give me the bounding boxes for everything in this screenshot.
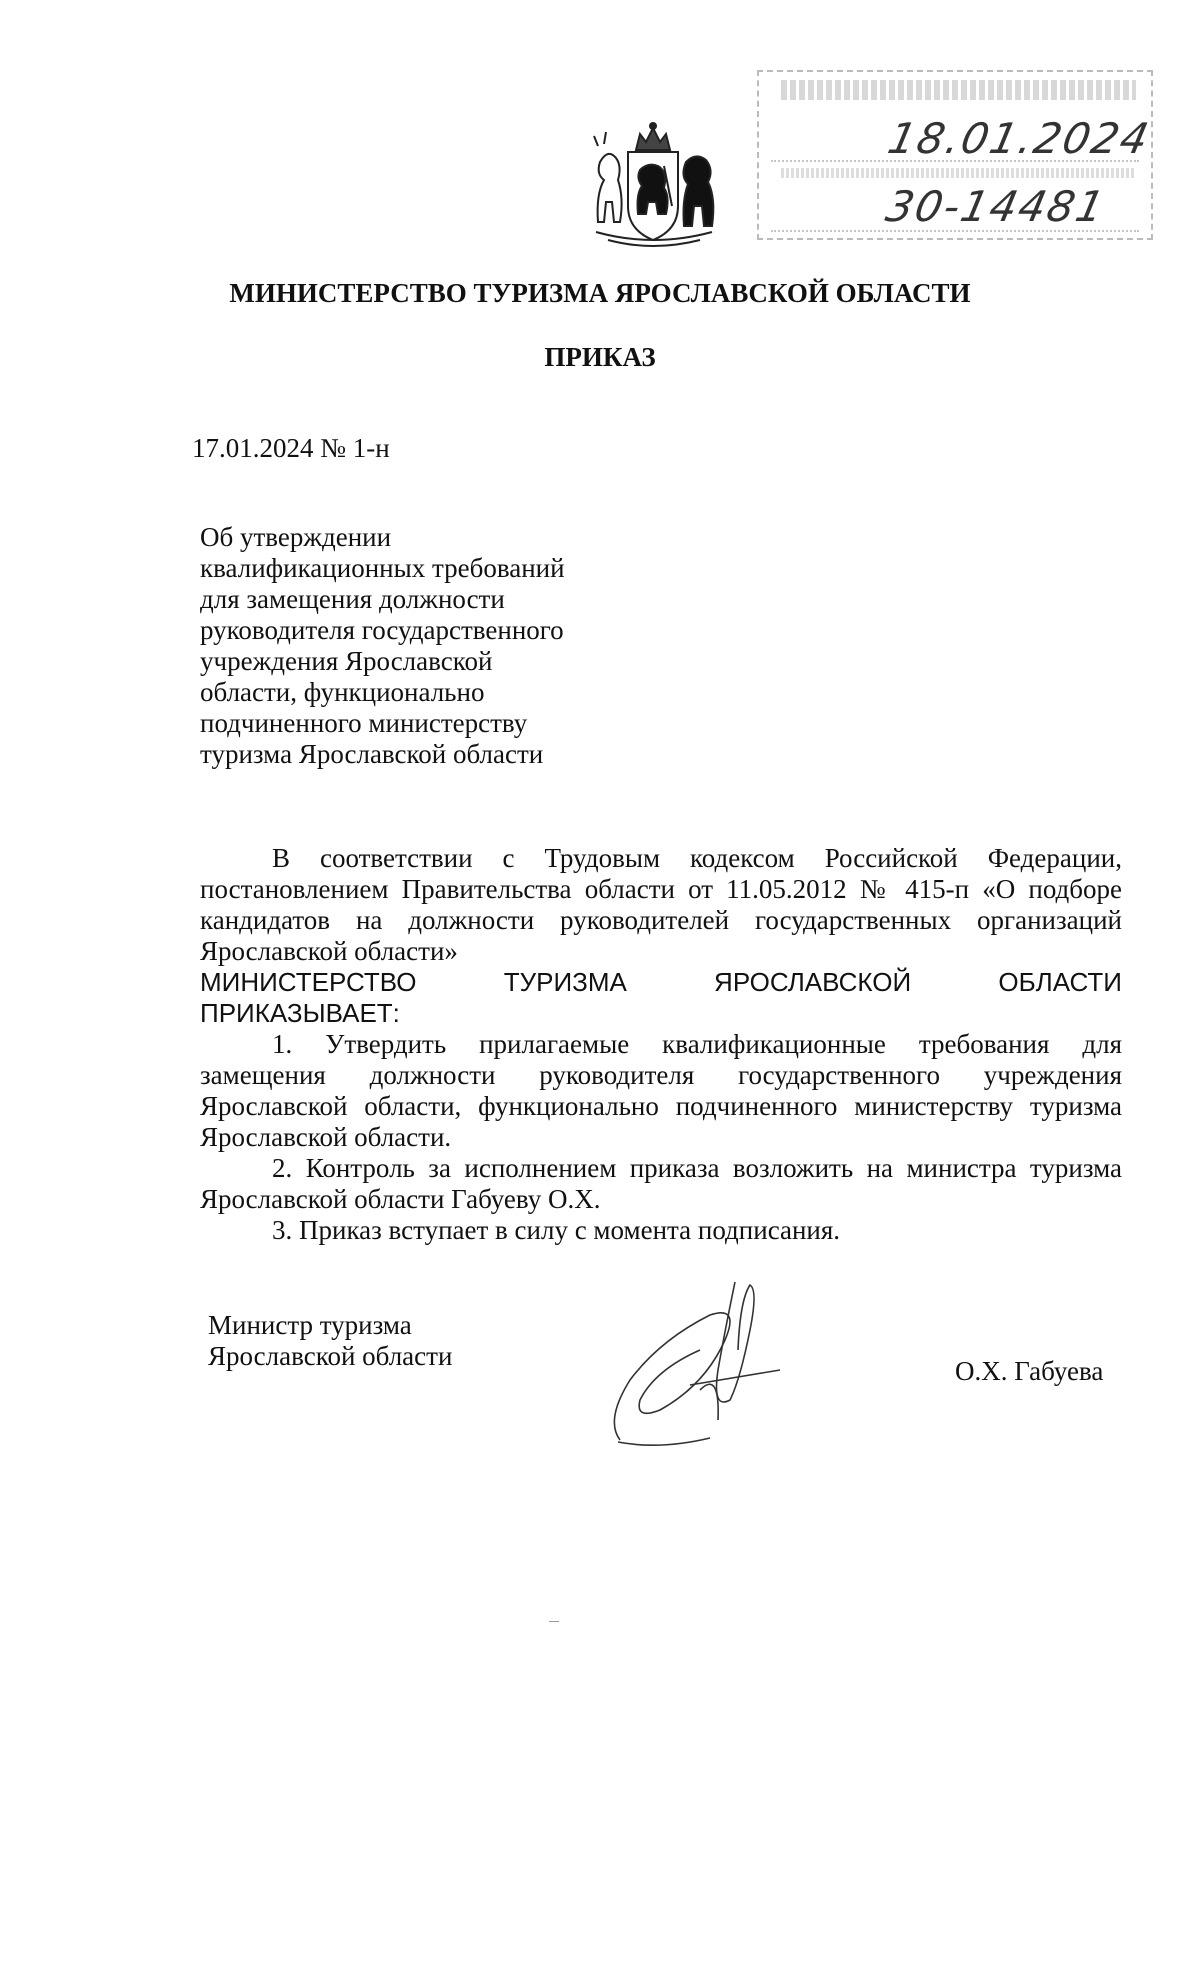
preamble-paragraph: В соответствии с Трудовым кодексом Российской Федерации, постановлением Правительства области от 11.05.2012 № 415-п «О подборе кандидатов на должности руководителей государственных организаций Ярославской области» [200,843,1122,966]
subject-line: руководителя государственного [200,615,564,645]
subject-line: Об утверждении [200,522,392,552]
ministry-title: МИНИСТЕРСТВО ТУРИЗМА ЯРОСЛАВСКОЙ ОБЛАСТИ [229,278,971,308]
stamp-date: 18.01.2024 [883,114,1155,163]
date-and-number: 17.01.2024 № 1-н [192,433,390,463]
subject-line: учреждения Ярославской [200,646,493,676]
subject-line: для замещения должности [200,584,505,614]
subject-line: туризма Ярославской области [200,739,544,769]
orders-word: ПРИКАЗЫВАЕТ: [200,998,400,1028]
position-line: Ярославской области [208,1341,453,1371]
order-item-2: 2. Контроль за исполнением приказа возложить на министра туризма Ярославской области Габуеву О.Х. [200,1153,1122,1214]
subject-line: квалификационных требований [200,553,565,583]
scan-speck [549,1621,559,1622]
signatory-name: О.Х. Габуева [955,1356,1104,1386]
handwritten-signature [600,1270,800,1450]
document-type: ПРИКАЗ [544,342,656,372]
stamp-caption-text [781,168,1136,178]
signatory-position [208,1310,452,1372]
coat-of-arms-emblem [578,122,728,250]
stamp-number: 30-14481 [881,182,1111,231]
position-line: Министр туризма [208,1310,412,1340]
order-item-1: 1. Утвердить прилагаемые квалификационные требования для замещения должности руководителя государственного учреждения Ярославской области, функционально подчиненного министерству туризма Ярославской области. [200,1029,1122,1152]
document-body [200,843,1122,1246]
stamp-header-text [781,80,1136,100]
subject-line: подчиненного министерству [200,708,528,738]
subject-line: области, функционально [200,677,485,707]
order-item-3: 3. Приказ вступает в силу с момента подписания. [272,1215,841,1245]
orders-line: МИНИСТЕРСТВО ТУРИЗМА ЯРОСЛАВСКОЙ ОБЛАСТИ [200,967,1122,997]
registration-stamp [757,70,1153,240]
document-subject [200,522,620,770]
